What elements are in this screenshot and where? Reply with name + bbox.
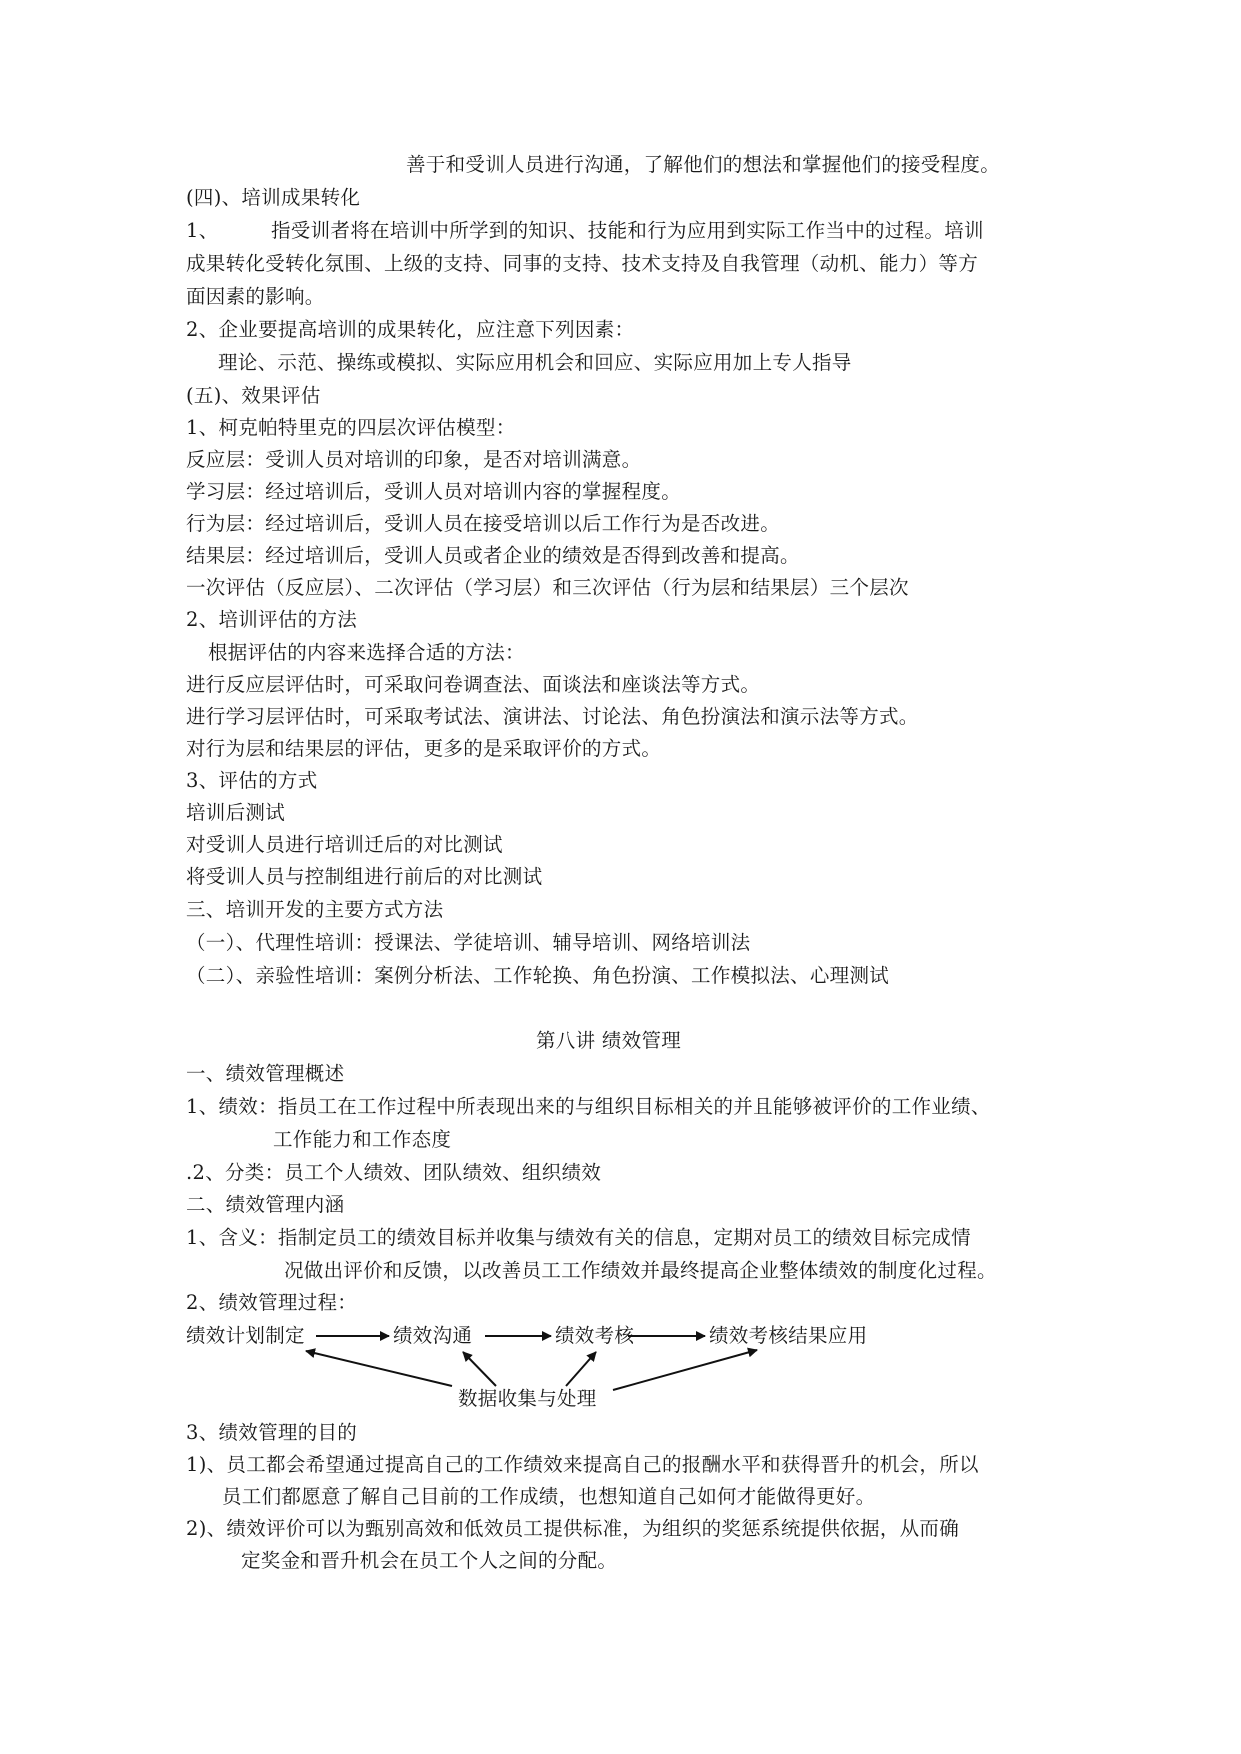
- text-line: 1、绩效：指员工在工作过程中所表现出来的与组织目标相关的并且能够被评价的工作业绩、: [186, 1095, 991, 1118]
- text-line: 2、企业要提高培训的成果转化，应注意下列因素：: [186, 318, 635, 341]
- text-line: 成果转化受转化氛围、上级的支持、同事的支持、技术支持及自我管理（动机、能力）等方: [186, 252, 979, 275]
- text-line: 根据评估的内容来选择合适的方法：: [208, 641, 525, 664]
- chapter-title: 第八讲 绩效管理: [536, 1029, 682, 1052]
- section-heading: (五)、效果评估: [186, 384, 321, 407]
- text-line: 学习层：经过培训后，受训人员对培训内容的掌握程度。: [186, 480, 682, 503]
- text-line: 对受训人员进行培训迁后的对比测试: [186, 833, 503, 856]
- text-line: 员工们都愿意了解自己目前的工作成绩，也想知道自己如何才能做得更好。: [222, 1485, 876, 1508]
- text-line: 反应层：受训人员对培训的印象，是否对培训满意。: [186, 448, 642, 471]
- flow-node-result-application: 绩效考核结果应用: [709, 1324, 868, 1347]
- text-line: 进行学习层评估时，可采取考试法、演讲法、讨论法、角色扮演法和演示法等方式。: [186, 705, 919, 728]
- text-line: （一）、代理性培训：授课法、学徒培训、辅导培训、网络培训法: [186, 931, 751, 954]
- text-line: 一次评估（反应层）、二次评估（学习层）和三次评估（行为层和结果层）三个层次: [186, 576, 909, 599]
- text-line: 3、评估的方式: [186, 769, 318, 792]
- text-line: .2、分类：员工个人绩效、团队绩效、组织绩效: [186, 1161, 602, 1184]
- text-line: 1)、员工都会希望通过提高自己的工作绩效来提高自己的报酬水平和获得晋升的机会，所以: [186, 1453, 979, 1476]
- flow-node-data-collection: 数据收集与处理: [458, 1387, 597, 1410]
- arrow-data-to-application: [613, 1350, 757, 1390]
- section-heading: 三、培训开发的主要方式方法: [186, 898, 444, 921]
- text-line: 面因素的影响。: [186, 285, 325, 308]
- text-line: （二）、亲验性培训：案例分析法、工作轮换、角色扮演、工作模拟法、心理测试: [186, 964, 890, 987]
- section-heading: 二、绩效管理内涵: [186, 1193, 345, 1216]
- text-line: 工作能力和工作态度: [273, 1128, 452, 1151]
- arrow-data-to-appraisal: [566, 1352, 596, 1386]
- section-heading: 3、绩效管理的目的: [186, 1421, 358, 1444]
- text-line: 培训后测试: [186, 801, 286, 824]
- text-line: 理论、示范、操练或模拟、实际应用机会和回应、实际应用加上专人指导: [218, 351, 852, 374]
- text-line: 善于和受训人员进行沟通，了解他们的想法和掌握他们的接受程度。: [406, 153, 1001, 176]
- text-line: 行为层：经过培训后，受训人员在接受培训以后工作行为是否改进。: [186, 512, 781, 535]
- text-line: 2)、绩效评价可以为甄别高效和低效员工提供标准，为组织的奖惩系统提供依据，从而确: [186, 1517, 960, 1540]
- arrow-data-to-plan: [306, 1351, 452, 1386]
- text-line: 定奖金和晋升机会在员工个人之间的分配。: [241, 1549, 618, 1572]
- text-line: 将受训人员与控制组进行前后的对比测试: [186, 865, 543, 888]
- text-line: 指受训者将在培训中所学到的知识、技能和行为应用到实际工作当中的过程。培训: [271, 219, 984, 242]
- section-heading: (四)、培训成果转化: [186, 186, 361, 209]
- text-line: 2、绩效管理过程：: [186, 1291, 358, 1314]
- text-line: 2、培训评估的方法: [186, 608, 358, 631]
- list-number: 1、: [186, 219, 219, 242]
- text-line: 对行为层和结果层的评估，更多的是采取评价的方式。: [186, 737, 662, 760]
- flow-node-communication: 绩效沟通: [393, 1324, 473, 1347]
- text-line: 1、含义：指制定员工的绩效目标并收集与绩效有关的信息，定期对员工的绩效目标完成情: [186, 1226, 971, 1249]
- section-heading: 一、绩效管理概述: [186, 1062, 345, 1085]
- arrow-data-to-communication: [463, 1352, 496, 1386]
- flow-node-appraisal: 绩效考核: [555, 1324, 635, 1347]
- text-line: 1、柯克帕特里克的四层次评估模型：: [186, 416, 516, 439]
- text-line: 况做出评价和反馈，以改善员工工作绩效并最终提高企业整体绩效的制度化过程。: [284, 1259, 997, 1282]
- text-line: 结果层：经过培训后，受训人员或者企业的绩效是否得到改善和提高。: [186, 544, 800, 567]
- flow-node-plan: 绩效计划制定: [186, 1324, 305, 1347]
- text-line: 进行反应层评估时，可采取问卷调查法、面谈法和座谈法等方式。: [186, 673, 761, 696]
